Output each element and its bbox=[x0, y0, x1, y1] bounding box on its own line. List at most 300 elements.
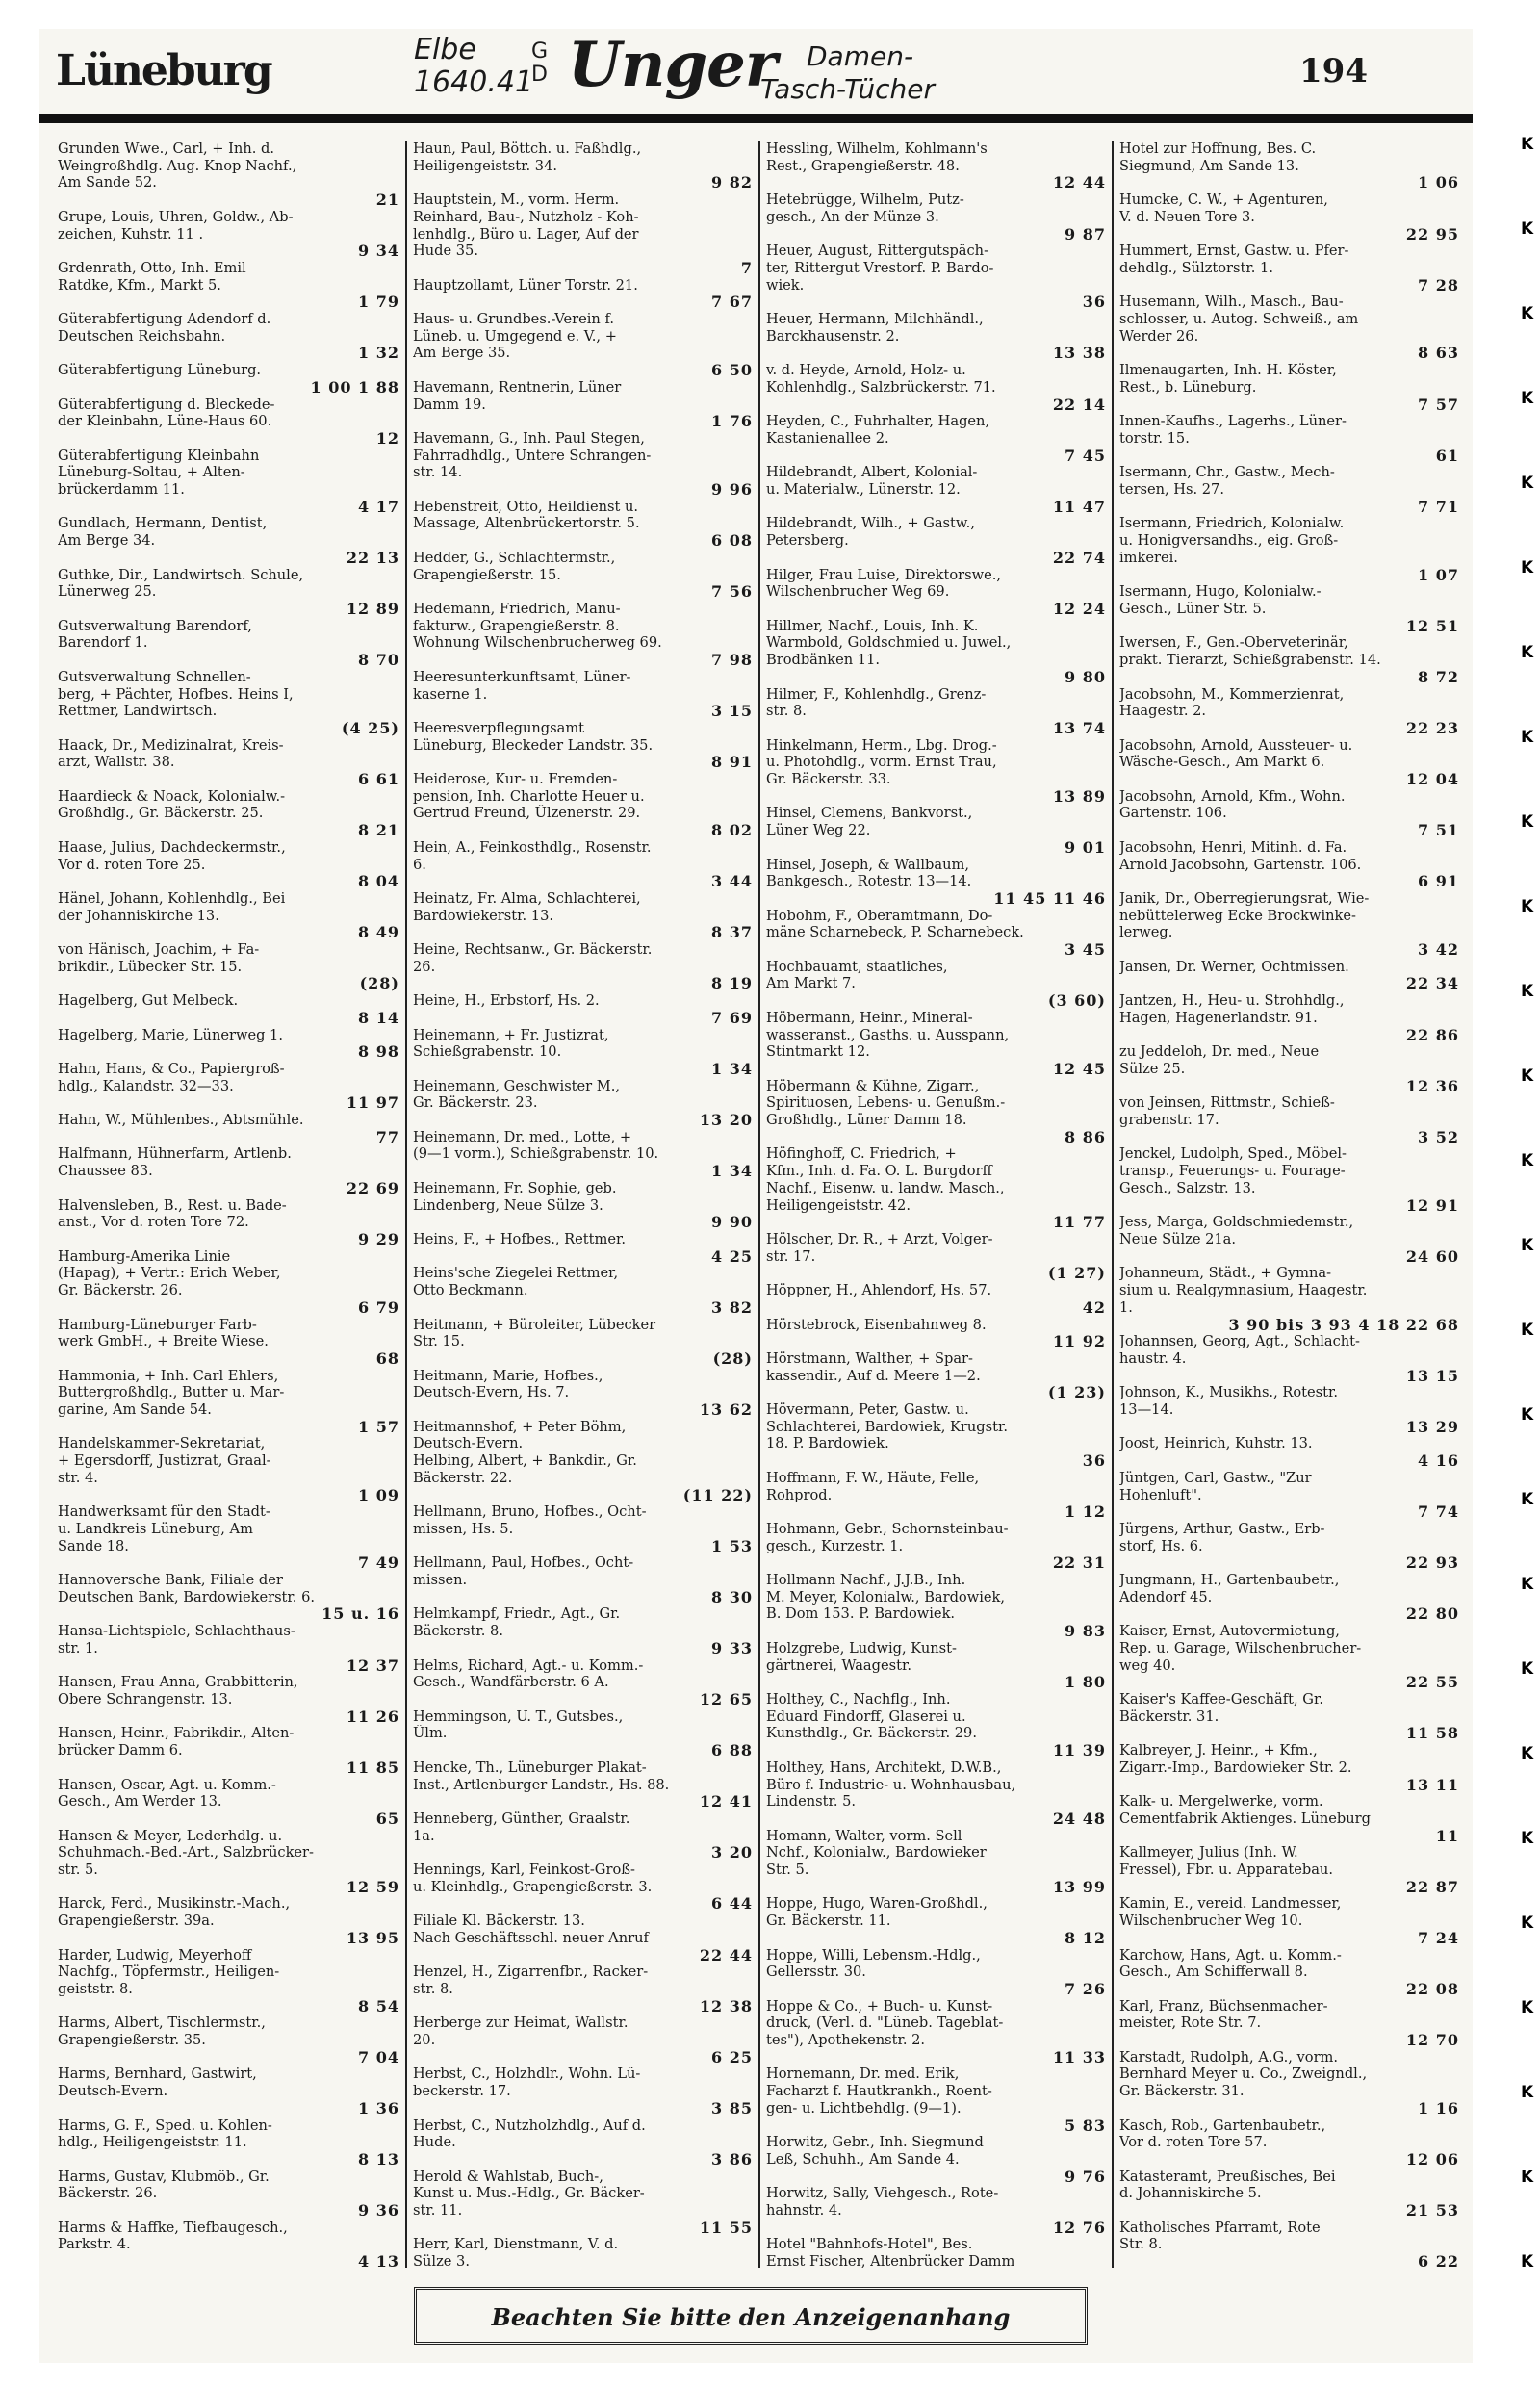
edge-letter: K bbox=[1521, 1236, 1534, 1255]
ad-line-elbe: Elbe bbox=[414, 33, 476, 66]
entry-phone-number: 4 17 bbox=[358, 498, 399, 516]
entry-phone-row bbox=[1119, 1317, 1459, 1334]
entry-name-line: Holthey, Hans, Architekt, D.W.B., bbox=[766, 1759, 1002, 1776]
entry-phone-number: 13 62 bbox=[699, 1401, 753, 1419]
directory-entry bbox=[766, 141, 1106, 192]
entry-phone-row bbox=[58, 720, 399, 737]
entry-name-line: Hansen, Heinr., Fabrikdir., Alten- bbox=[58, 1725, 295, 1742]
directory-columns bbox=[52, 141, 1467, 2268]
entry-detail-line: Barckhausenstr. 2. bbox=[766, 327, 900, 345]
entry-name-line: Kallmeyer, Julius (Inh. W. bbox=[1119, 1844, 1298, 1862]
entry-phone-number: 8 13 bbox=[358, 2150, 399, 2169]
entry-detail-line: Am Sande 52. bbox=[58, 174, 157, 192]
entry-phone-row bbox=[58, 499, 399, 516]
entry-phone-row bbox=[413, 2049, 753, 2067]
entry-detail-line: Wäsche-Gesch., Am Markt 6. bbox=[1119, 754, 1325, 771]
entry-phone-row bbox=[766, 1265, 1106, 1282]
entry-detail-line: Hude 35. bbox=[413, 243, 478, 260]
directory-entry bbox=[1119, 1333, 1459, 1384]
entry-phone-number: 13 29 bbox=[1405, 1418, 1459, 1436]
entry-phone-number: 22 87 bbox=[1405, 1878, 1459, 1896]
entry-detail-line: Gesch., Lüner Str. 5. bbox=[1119, 600, 1267, 617]
entry-name-line: Hornemann, Dr. med. Erik, bbox=[766, 2066, 960, 2083]
directory-entry bbox=[58, 448, 399, 516]
entry-detail-line: fakturw., Grapengießerstr. 8. bbox=[413, 617, 620, 634]
entry-detail-line: Lüneb. u. Umgegend e. V., + bbox=[413, 327, 617, 345]
page-header bbox=[38, 29, 1473, 112]
entry-phone-number: 5 83 bbox=[1065, 2117, 1106, 2135]
entry-phone-number: 3 85 bbox=[711, 2099, 753, 2118]
entry-detail-line: Vor d. roten Tore 25. bbox=[58, 856, 206, 873]
entry-phone-number: 4 16 bbox=[1418, 1452, 1459, 1470]
entry-phone-row bbox=[58, 1554, 399, 1572]
directory-entry bbox=[413, 1180, 753, 1231]
entry-detail-line: Kunsthdlg., Gr. Bäckerstr. 29. bbox=[766, 1725, 977, 1742]
entry-name-line: Gutsverwaltung Schnellen- bbox=[58, 668, 251, 685]
entry-detail-line: haustr. 4. bbox=[1119, 1349, 1187, 1367]
entry-detail-line: prakt. Tierarzt, Schießgrabenstr. 14. bbox=[1119, 652, 1381, 669]
directory-entry bbox=[413, 669, 753, 720]
entry-name-line: Hansen & Meyer, Lederhdlg. u. bbox=[58, 1827, 283, 1844]
entry-detail-line: Leß, Schuhh., Am Sande 4. bbox=[766, 2150, 960, 2168]
entry-detail-line: Damm 19. bbox=[413, 396, 486, 413]
entry-phone-number: 8 19 bbox=[711, 975, 753, 993]
directory-entry bbox=[766, 1895, 1106, 1946]
directory-entry bbox=[58, 1145, 399, 1196]
entry-name-line: Heyden, C., Fuhrhalter, Hagen, bbox=[766, 413, 990, 430]
directory-entry bbox=[766, 857, 1106, 908]
entry-name-line: Grunden Wwe., Carl, + Inh. d. bbox=[58, 141, 274, 157]
directory-entry bbox=[1119, 1793, 1459, 1844]
entry-name-line: Halfmann, Hühnerfarm, Artlenb. bbox=[58, 1145, 292, 1163]
entry-phone-row bbox=[1119, 1554, 1459, 1572]
directory-entry bbox=[1119, 243, 1459, 294]
entry-phone-number: 11 33 bbox=[1052, 2048, 1106, 2067]
entry-phone-row bbox=[413, 1998, 753, 2016]
entry-detail-line: Gartenstr. 106. bbox=[1119, 805, 1227, 822]
entry-detail-line: Inst., Artlenburger Landstr., Hs. 88. bbox=[413, 1776, 670, 1793]
entry-phone-number: 13 15 bbox=[1405, 1367, 1459, 1385]
entry-name-line: Johnson, K., Musikhs., Rotestr. bbox=[1119, 1384, 1338, 1401]
entry-phone-row bbox=[58, 975, 399, 992]
entry-name-line: Haun, Paul, Böttch. u. Faßhdlg., bbox=[413, 141, 642, 157]
entry-phone-number: 22 80 bbox=[1405, 1605, 1459, 1624]
entry-detail-line: Buttergroßhdlg., Butter u. Mar- bbox=[58, 1384, 285, 1401]
entry-phone-number: 12 45 bbox=[1052, 1060, 1106, 1078]
entry-phone-row bbox=[58, 1759, 399, 1777]
entry-detail-line: Großhdlg., Gr. Bäckerstr. 25. bbox=[58, 805, 264, 822]
entry-name-line: von Jeinsen, Rittmstr., Schieß- bbox=[1119, 1094, 1335, 1112]
entry-name-line: Handwerksamt für den Stadt- bbox=[58, 1503, 270, 1521]
entry-name-line: Hauptstein, M., vorm. Herm. bbox=[413, 192, 620, 209]
footer-text: Beachten Sie bitte den Anzeigenanhang bbox=[491, 2303, 1011, 2331]
entry-name-line: Hedemann, Friedrich, Manu- bbox=[413, 600, 621, 617]
entry-phone-row bbox=[1119, 1248, 1459, 1266]
entry-name-line: Innen-Kaufhs., Lagerhs., Lüner- bbox=[1119, 413, 1347, 430]
directory-entry bbox=[58, 1368, 399, 1436]
entry-phone-row bbox=[413, 1538, 753, 1555]
entry-phone-row bbox=[58, 873, 399, 890]
directory-entry bbox=[1119, 788, 1459, 839]
directory-entry bbox=[766, 1401, 1106, 1470]
entry-phone-row bbox=[413, 583, 753, 601]
entry-detail-line: Petersberg. bbox=[766, 532, 849, 550]
entry-name-line: Herberge zur Heimat, Wallstr. bbox=[413, 2015, 629, 2032]
entry-phone-number: 13 74 bbox=[1052, 719, 1106, 737]
directory-entry bbox=[58, 515, 399, 566]
entry-phone-number: 6 61 bbox=[358, 771, 399, 788]
directory-entry bbox=[766, 1998, 1106, 2067]
entry-name-line: Güterabfertigung d. Bleckede- bbox=[58, 396, 275, 413]
entry-name-line: Heine, Rechtsanw., Gr. Bäckerstr. bbox=[413, 941, 653, 959]
directory-entry bbox=[58, 1572, 399, 1623]
directory-entry bbox=[413, 550, 753, 601]
entry-name-line: Henzel, H., Zigarrenfbr., Racker- bbox=[413, 1964, 649, 1981]
directory-entry bbox=[1119, 839, 1459, 890]
directory-entry bbox=[58, 1947, 399, 2016]
entry-phone-row bbox=[1119, 1197, 1459, 1215]
entry-name-line: Ilmenaugarten, Inh. H. Köster, bbox=[1119, 362, 1337, 379]
directory-entry bbox=[58, 669, 399, 737]
entry-detail-line: str. 5. bbox=[58, 1862, 98, 1879]
entry-phone-row bbox=[413, 1895, 753, 1913]
entry-phone-number: 11 58 bbox=[1405, 1725, 1459, 1743]
entry-detail-line: hdlg., Kalandstr. 32—33. bbox=[58, 1077, 234, 1094]
directory-entry bbox=[58, 890, 399, 941]
directory-page bbox=[38, 29, 1473, 2363]
directory-entry bbox=[58, 260, 399, 311]
entry-phone-number: 1 36 bbox=[358, 2099, 399, 2118]
entry-phone-row bbox=[766, 294, 1106, 311]
entry-detail-line: (9—1 vorm.), Schießgrabenstr. 10. bbox=[413, 1145, 659, 1163]
entry-detail-line: Grapengießerstr. 15. bbox=[413, 566, 561, 583]
directory-entry bbox=[1119, 992, 1459, 1043]
entry-name-line: Isermann, Friedrich, Kolonialw. bbox=[1119, 515, 1345, 532]
entry-phone-row bbox=[766, 2049, 1106, 2067]
directory-entry bbox=[1119, 1043, 1459, 1094]
entry-name-line: Heiderose, Kur- u. Fremden- bbox=[413, 771, 618, 788]
entry-phone-number: 68 bbox=[375, 1349, 399, 1368]
entry-phone-number: 1 32 bbox=[358, 345, 399, 363]
entry-phone-row bbox=[766, 890, 1106, 908]
entry-phone-number: 7 04 bbox=[358, 2048, 399, 2067]
edge-letter: K bbox=[1521, 1998, 1534, 2017]
entry-detail-line: Am Berge 35. bbox=[413, 345, 511, 362]
entry-phone-number: 11 97 bbox=[346, 1094, 399, 1113]
entry-detail-line: Adendorf 45. bbox=[1119, 1588, 1213, 1605]
entry-name-line: Hölscher, Dr. R., + Arzt, Volger- bbox=[766, 1231, 993, 1247]
directory-entry bbox=[1119, 1844, 1459, 1895]
entry-phone-number: 1 07 bbox=[1418, 566, 1459, 584]
entry-phone-number: 8 72 bbox=[1418, 668, 1459, 686]
directory-entry bbox=[766, 1691, 1106, 1759]
entry-phone-number: 12 37 bbox=[346, 1656, 399, 1675]
entry-phone-number: 8 98 bbox=[358, 1043, 399, 1061]
entry-name-line: Kalk- u. Mergelwerke, vorm. bbox=[1119, 1793, 1323, 1810]
entry-detail-line: dehdlg., Sülztorstr. 1. bbox=[1119, 259, 1273, 276]
entry-phone-row bbox=[766, 2118, 1106, 2135]
entry-phone-number: (28) bbox=[712, 1349, 753, 1368]
entry-phone-row bbox=[413, 1061, 753, 1078]
entry-name-line: Hammonia, + Inh. Carl Ehlers, bbox=[58, 1367, 279, 1384]
entry-name-line: Heuer, August, Rittergutspäch- bbox=[766, 243, 988, 260]
entry-phone-number: 11 39 bbox=[1052, 1742, 1106, 1759]
entry-phone-row bbox=[1119, 1879, 1459, 1896]
directory-entry bbox=[766, 2185, 1106, 2236]
entry-phone-row bbox=[766, 174, 1106, 192]
entry-phone-number: 13 99 bbox=[1052, 1878, 1106, 1896]
entry-name-line: Homann, Walter, vorm. Sell bbox=[766, 1827, 962, 1844]
directory-entry bbox=[413, 1419, 753, 1452]
directory-entry bbox=[1119, 890, 1459, 959]
directory-entry bbox=[413, 277, 753, 311]
entry-name-line: Höbermann & Kühne, Zigarr., bbox=[766, 1077, 980, 1094]
entry-phone-number: 8 91 bbox=[711, 754, 753, 772]
entry-phone-row bbox=[766, 1214, 1106, 1231]
entry-name-line: Hoffmann, F. W., Häute, Felle, bbox=[766, 1469, 980, 1486]
entry-name-line: Kasch, Rob., Gartenbaubetr., bbox=[1119, 2117, 1326, 2134]
entry-detail-line: Kohlenhdlg., Salzbrückerstr. 71. bbox=[766, 378, 996, 396]
edge-letter: K bbox=[1521, 219, 1534, 239]
edge-letter: K bbox=[1521, 2252, 1534, 2272]
entry-phone-number: (28) bbox=[359, 975, 399, 993]
directory-entry bbox=[766, 243, 1106, 311]
entry-phone-number: 13 11 bbox=[1405, 1776, 1459, 1794]
entry-detail-line: Deutsch-Evern. bbox=[413, 1435, 524, 1452]
directory-entry bbox=[58, 1777, 399, 1828]
entry-phone-row bbox=[58, 2151, 399, 2169]
entry-phone-row bbox=[413, 1947, 753, 1964]
entry-phone-row bbox=[766, 1503, 1106, 1521]
entry-phone-number: 12 44 bbox=[1052, 174, 1106, 193]
entry-detail-line: Hagen, Hagenerlandstr. 91. bbox=[1119, 1009, 1318, 1026]
entry-detail-line: Deutschen Bank, Bardowiekerstr. 6. bbox=[58, 1588, 315, 1605]
entry-name-line: Hetebrügge, Wilhelm, Putz- bbox=[766, 192, 964, 209]
entry-name-line: Karstadt, Rudolph, A.G., vorm. bbox=[1119, 2048, 1339, 2066]
entry-phone-number: 8 37 bbox=[711, 924, 753, 942]
entry-name-line: Kaiser's Kaffee-Geschäft, Gr. bbox=[1119, 1690, 1323, 1708]
directory-entry bbox=[1119, 1691, 1459, 1742]
entry-name-line: Johanneum, Städt., + Gymna- bbox=[1119, 1265, 1332, 1282]
directory-entry bbox=[413, 1503, 753, 1554]
entry-detail-line: Neue Sülze 21a. bbox=[1119, 1231, 1237, 1247]
entry-phone-row bbox=[1119, 2202, 1459, 2220]
entry-detail-line: Lüneburg-Soltau, + Alten- bbox=[58, 464, 245, 481]
entry-name-line: von Hänisch, Joachim, + Fa- bbox=[58, 941, 260, 959]
entry-name-line: Hahn, Hans, & Co., Papiergroß- bbox=[58, 1060, 285, 1077]
directory-entry bbox=[1119, 1435, 1459, 1469]
directory-entry bbox=[1119, 413, 1459, 464]
entry-phone-row bbox=[766, 1742, 1106, 1759]
entry-phone-number: 1 34 bbox=[711, 1163, 753, 1180]
entry-phone-number: 22 86 bbox=[1405, 1026, 1459, 1044]
entry-detail-line: Chaussee 83. bbox=[58, 1163, 153, 1180]
entry-name-line: Jantzen, H., Heu- u. Strohhdlg., bbox=[1119, 992, 1345, 1010]
entry-name-line: Harms, G. F., Sped. u. Kohlen- bbox=[58, 2117, 272, 2134]
entry-name-line: Gundlach, Hermann, Dentist, bbox=[58, 515, 268, 532]
entry-phone-row bbox=[58, 1708, 399, 1726]
ad-brand-unger: Unger bbox=[568, 29, 777, 101]
entry-phone-number: 1 34 bbox=[711, 1060, 753, 1078]
entry-name-line: Jansen, Dr. Werner, Ochtmissen. bbox=[1119, 958, 1349, 975]
entry-name-line: Höbermann, Heinr., Mineral- bbox=[766, 1009, 973, 1026]
entry-phone-number: 22 93 bbox=[1405, 1554, 1459, 1573]
entry-phone-number: 8 21 bbox=[358, 822, 399, 839]
entry-phone-number: 1 57 bbox=[358, 1418, 399, 1436]
entry-name-line: Havemann, G., Inh. Paul Stegen, bbox=[413, 429, 645, 447]
entry-name-line: Hansa-Lichtspiele, Schlachthaus- bbox=[58, 1623, 295, 1640]
edge-letter: K bbox=[1521, 1405, 1534, 1425]
directory-entry bbox=[766, 1947, 1106, 1998]
entry-detail-line: Sande 18. bbox=[58, 1537, 129, 1554]
entry-name-line: Halvensleben, B., Rest. u. Bade- bbox=[58, 1196, 287, 1214]
entry-name-line: Hencke, Th., Lüneburger Plakat- bbox=[413, 1759, 647, 1776]
edge-letter: K bbox=[1521, 474, 1534, 493]
entry-detail-line: pension, Inh. Charlotte Heuer u. bbox=[413, 787, 645, 805]
entry-detail-line: V. d. Neuen Tore 3. bbox=[1119, 208, 1255, 225]
directory-entry bbox=[1119, 959, 1459, 992]
directory-entry bbox=[413, 1265, 753, 1316]
directory-entry bbox=[766, 1350, 1106, 1401]
entry-phone-number: (11 22) bbox=[682, 1486, 753, 1504]
entry-name-line: Hoppe & Co., + Buch- u. Kunst- bbox=[766, 1997, 993, 2015]
entry-phone-row bbox=[1119, 1777, 1459, 1794]
entry-phone-number: 11 47 bbox=[1052, 498, 1106, 516]
entry-phone-number: 7 56 bbox=[711, 583, 753, 601]
entry-phone-number: 36 bbox=[1082, 294, 1106, 312]
entry-detail-line: Reinhard, Bau-, Nutzholz - Koh- bbox=[413, 208, 639, 225]
directory-entry bbox=[413, 1452, 753, 1503]
entry-phone-number: 8 30 bbox=[711, 1588, 753, 1606]
directory-entry bbox=[58, 618, 399, 669]
directory-entry bbox=[766, 1231, 1106, 1282]
directory-entry bbox=[1119, 1623, 1459, 1691]
entry-phone-number: 1 06 bbox=[1418, 174, 1459, 193]
entry-phone-number: 12 51 bbox=[1405, 617, 1459, 635]
entry-phone-number: 9 80 bbox=[1065, 668, 1106, 686]
edge-letter: K bbox=[1521, 1321, 1534, 1340]
entry-phone-row bbox=[58, 1010, 399, 1027]
entry-detail-line: Wohnung Wilschenbrucherweg 69. bbox=[413, 634, 662, 652]
edge-letter: K bbox=[1521, 1490, 1534, 1509]
entry-name-line: Holzgrebe, Ludwig, Kunst- bbox=[766, 1639, 957, 1656]
entry-name-line: Hummert, Ernst, Gastw. u. Pfer- bbox=[1119, 243, 1349, 260]
entry-name-line: Hansen, Frau Anna, Grabbitterin, bbox=[58, 1674, 298, 1691]
entry-name-line: Hohmann, Gebr., Schornsteinbau- bbox=[766, 1520, 1009, 1537]
entry-name-line: Hörstebrock, Eisenbahnweg 8. bbox=[766, 1316, 987, 1333]
entry-phone-number: 4 13 bbox=[358, 2253, 399, 2268]
directory-entry bbox=[413, 1862, 753, 1913]
entry-detail-line: Werder 26. bbox=[1119, 327, 1199, 345]
entry-phone-row bbox=[766, 550, 1106, 567]
directory-entry bbox=[413, 2118, 753, 2169]
entry-name-line: Haus- u. Grundbes.-Verein f. bbox=[413, 311, 614, 328]
entry-detail-line: B. Dom 153. P. Bardowiek. bbox=[766, 1605, 956, 1623]
entry-name-line: Jüntgen, Carl, Gastw., "Zur bbox=[1119, 1469, 1312, 1486]
entry-detail-line: str. 8. bbox=[413, 1980, 453, 1997]
entry-detail-line: Gellersstr. 30. bbox=[766, 1964, 866, 1981]
entry-phone-row bbox=[413, 294, 753, 311]
entry-name-line: Heuer, Hermann, Milchhändl., bbox=[766, 311, 984, 328]
entry-phone-number: 12 36 bbox=[1405, 1077, 1459, 1095]
directory-entry bbox=[766, 959, 1106, 1010]
entry-detail-line: Gesch., Wandfärberstr. 6 A. bbox=[413, 1674, 609, 1691]
entry-detail-line: brückerdamm 11. bbox=[58, 481, 185, 499]
directory-entry bbox=[413, 1759, 753, 1810]
entry-name-line: Harms & Haffke, Tiefbaugesch., bbox=[58, 2219, 288, 2236]
directory-entry bbox=[413, 601, 753, 669]
header-advertisement bbox=[414, 31, 953, 110]
directory-entry bbox=[413, 1605, 753, 1656]
entry-detail-line: beckerstr. 17. bbox=[413, 2083, 511, 2100]
entry-phone-row bbox=[766, 788, 1106, 806]
entry-name-line: Holthey, C., Nachflg., Inh. bbox=[766, 1690, 951, 1708]
entry-phone-number: 7 57 bbox=[1418, 396, 1459, 414]
entry-detail-line: Nach Geschäftsschl. neuer Anruf bbox=[413, 1929, 649, 1946]
edge-letter: K bbox=[1521, 1151, 1534, 1170]
directory-entry bbox=[766, 1572, 1106, 1640]
entry-name-line: Jacobsohn, Arnold, Aussteuer- u. bbox=[1119, 736, 1353, 754]
directory-entry bbox=[1119, 634, 1459, 685]
directory-entry bbox=[1119, 2049, 1459, 2118]
entry-phone-number: 24 60 bbox=[1405, 1247, 1459, 1266]
directory-entry bbox=[413, 2015, 753, 2066]
edge-letter: K bbox=[1521, 2168, 1534, 2187]
directory-entry bbox=[766, 1759, 1106, 1828]
entry-detail-line: Lüneburg, Bleckeder Landstr. 35. bbox=[413, 736, 654, 754]
entry-detail-line: Wilschenbrucher Weg 10. bbox=[1119, 1913, 1303, 1930]
entry-phone-row bbox=[1119, 277, 1459, 295]
directory-entry bbox=[413, 1368, 753, 1419]
directory-entry bbox=[413, 1810, 753, 1862]
entry-detail-line: Grapengießerstr. 39a. bbox=[58, 1913, 215, 1930]
directory-entry bbox=[58, 788, 399, 839]
entry-phone-number: (4 25) bbox=[341, 719, 399, 737]
directory-entry bbox=[58, 311, 399, 362]
entry-phone-row bbox=[1119, 1674, 1459, 1691]
entry-phone-row bbox=[413, 1401, 753, 1419]
entry-name-line: Hillmer, Nachf., Louis, Inh. K. bbox=[766, 617, 979, 634]
entry-name-line: Heins'sche Ziegelei Rettmer, bbox=[413, 1265, 619, 1282]
directory-entry bbox=[766, 1828, 1106, 1896]
directory-entry bbox=[766, 805, 1106, 856]
entry-phone-row bbox=[1119, 499, 1459, 516]
entry-phone-number: 21 bbox=[375, 192, 399, 209]
entry-name-line: Horwitz, Gebr., Inh. Siegmund bbox=[766, 2134, 984, 2151]
entry-name-line: Harder, Ludwig, Meyerhoff bbox=[58, 1946, 252, 1964]
directory-entry bbox=[1119, 686, 1459, 737]
entry-phone-number: 24 48 bbox=[1052, 1810, 1106, 1828]
entry-phone-number: 3 86 bbox=[711, 2150, 753, 2169]
entry-name-line: Harms, Albert, Tischlermstr., bbox=[58, 2015, 266, 2032]
entry-phone-row bbox=[413, 1010, 753, 1027]
entry-name-line: Hövermann, Peter, Gastw. u. bbox=[766, 1401, 969, 1419]
entry-detail-line: (Hapag), + Vertr.: Erich Weber, bbox=[58, 1265, 281, 1282]
directory-entry bbox=[413, 1027, 753, 1078]
entry-phone-number: 13 89 bbox=[1052, 787, 1106, 806]
entry-detail-line: werk GmbH., + Breite Wiese. bbox=[58, 1333, 269, 1350]
entry-phone-number: 12 59 bbox=[346, 1878, 399, 1896]
entry-phone-number: 8 54 bbox=[358, 1997, 399, 2016]
entry-phone-row bbox=[413, 413, 753, 430]
entry-detail-line: Parkstr. 4. bbox=[58, 2236, 131, 2253]
entry-detail-line: Warmbold, Goldschmied u. Juwel., bbox=[766, 634, 1012, 652]
entry-name-line: Hoppe, Willi, Lebensm.-Hdlg., bbox=[766, 1946, 981, 1964]
entry-detail-line: Vor d. roten Tore 57. bbox=[1119, 2134, 1268, 2151]
entry-phone-number: (3 60) bbox=[1047, 992, 1106, 1010]
directory-entry bbox=[1119, 192, 1459, 243]
entry-detail-line: Hude. bbox=[413, 2134, 456, 2151]
